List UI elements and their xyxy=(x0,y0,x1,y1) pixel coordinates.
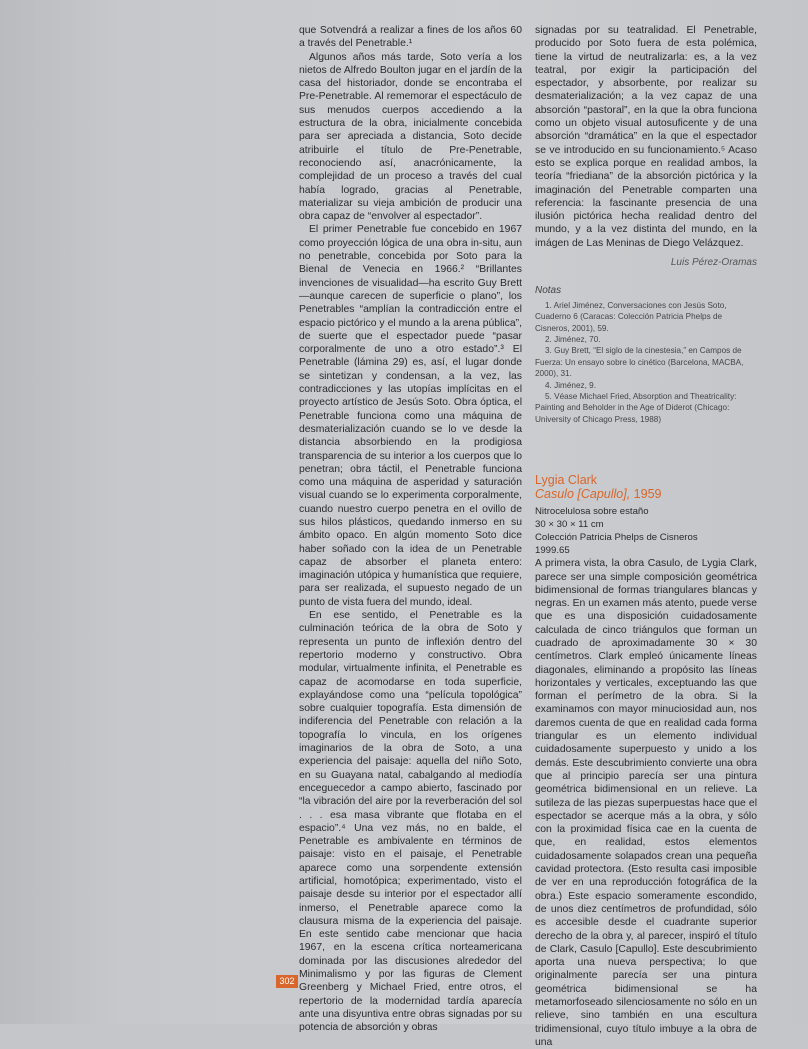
note-item: 4. Jiménez, 9. xyxy=(545,380,596,390)
paragraph: signadas por su teatralidad. El Penetrable, producido por Soto fuera de esta polémica, tiene la virtud de neutralizarla: es, a la vez teatral, por exigir la participación del espectador, y absorbente, por realizar su desmaterialización; a la vez capaz de una absorción “pastoral”, en la que la obra funciona como un objeto visual autosuficente y de una absorción “dramática” en la que el espectador se ve introducido en su funcionamiento.⁵ Acaso esto se explica porque en realidad ambos, la teoría “friediana” de la absorción pictórica y la imaginación del Penetrable comparten una referencia: la fascinante presencia de una ilusión pictórica hecha realidad dentro del mundo, y a la vez distinta del mundo, en la imágen de Las Meninas de Diego Velázquez. xyxy=(535,25,757,249)
artwork-collection: Colección Patricia Phelps de Cisneros xyxy=(535,532,698,544)
author-signature: Luis Pérez-Oramas xyxy=(670,257,757,269)
paragraph: que Sotvendrá a realizar a fines de los años 60 a través del Penetrable.¹ xyxy=(299,25,522,50)
page-number: 302 xyxy=(276,975,298,988)
paragraph: Algunos años más tarde, Soto vería a los nietos de Alfredo Boulton jugar en el jardín de la casa del historiador, donde se encontraba el Pre-Penetrable. Al rememorar el espectáculo de sus menudos cuerpos accediendo a la estructura de la obra, inicialmente concebida para ser apreciada a distancia, Soto decide atribuirle el título de Pre-Penetrable, reconociendo así, anacrónicamente, la complejidad de un proceso a través del cual había logrado, gracias al Penetrable, materializar su vieja ambición de producir una obra capaz de “envolver al espectador”. xyxy=(299,51,522,223)
artwork-dimensions: 30 × 30 × 11 cm xyxy=(535,519,604,531)
artwork-title-text: Casulo [Capullo], xyxy=(535,487,631,502)
artwork-details xyxy=(535,505,757,557)
left-column xyxy=(299,24,522,1035)
artwork-accession: 1999.65 xyxy=(535,545,570,557)
artist-name: Lygia Clark xyxy=(535,473,598,488)
artwork-year: 1959 xyxy=(630,487,662,502)
artwork-medium: Nitrocelulosa sobre estaño xyxy=(535,506,649,518)
note-item: 3. Guy Brett, “El siglo de la cinestesia,” en Campos de Fuerza: Un ensayo sobre lo cinético (Barcelona, MACBA, 2000), 31. xyxy=(535,346,744,379)
artwork-title xyxy=(535,487,757,501)
note-item: 5. Véase Michael Fried, Absorption and Theatricality: Painting and Beholder in the Age of Diderot (Chicago: University of Chicago Press, 1988) xyxy=(535,392,737,424)
paragraph: A primera vista, la obra Casulo, de Lygia Clark, parece ser una simple composición geométrica bidimensional de formas triangulares blancas y negras. En un examen más atento, puede verse que es una disposición cuidadosamente calculada de cinco triángulos que forman un cuadrado de aproximadamente 30 × 30 centímetros. Clark empleó únicamente líneas diagonales, eliminando a propósito las líneas horizontales y verticales, exceptuando las que forman el perímetro de la obra. Si la examinamos con mayor minuciosidad aun, nos daremos cuenta de que en realidad cada forma triangular es un elemento individual cuidadosamente superpuesto y unido a los demás. Este descubrimiento convierte una obra que al principio parecía ser una pintura geométrica bidimensional en un relieve. La sutileza de las piezas superpuestas hace que el espectador se acerque más a la obra, y sólo con la proximidad física cae en la cuenta de que, en realidad, estos elementos cuidadosamente solapados crean una pequeña cavidad protectora. (Esto resulta casi imposible de ver en una reproducción fotográfica de la obra.) Este espacio someramente escondido, de unos diez centímetros de profundidad, sólo es accesible desde el cuadrante superior derecho de la obra y, al parecer, inspiró el título de Clark, Casulo [Capullo]. Este descubrimiento aporta una nueva perspectiva; lo que originalmente parecía ser una pintura geométrica bidimensional se ha metamorfoseado silenciosamente no sólo en un relieve, sino también en una escultura tridimensional, cuyo título imbuye a la obra de una xyxy=(535,558,757,1048)
paragraph: En ese sentido, el Penetrable es la culminación teórica de la obra de Soto y representa un punto de inflexión dentro del repertorio moderno y constructivo. Obra modular, virtualmente infinita, el Penetrable es capaz de acomodarse en toda superficie, explayándose como una “película topológica” sobre cualquier topografía. Esta dimensión de indiferencia del Penetrable con relación a la topografía lo vincula, en los orígenes imaginarios de la obra de Soto, a una experiencia del paisaje: aquella del niño Soto, en su Guayana natal, cabalgando al mediodía enceguecedor a campo abierto, fascinado por “la vibración del aire por la reverberación del sol . . . esa masa vibrante que flotaba en el espacio”.⁴ Una vez más, no en balde, el Penetrable es ambivalente en términos de paisaje: visto en el paisaje, el Penetrable aparece como una sorpendente extensión artificial, homotópica; experimentado, visto el paisaje desde su interior por el espectador allí inmerso, el Penetrable aparece como la clausura misma de la experiencia del paisaje. En este sentido cabe mencionar que hacia 1967, en la escena crítica norteamericana dominada por las discusiones alrededor del Minimalismo y por las figuras de Clement Greenberg y Michael Fried, entre otros, el repertorio de la modernidad tardía aparecía ante una disyuntiva entre obras signadas por su potencia de absorción y obras xyxy=(299,610,522,1034)
note-item: 1. Ariel Jiménez, Conversaciones con Jesús Soto, Cuaderno 6 (Caracas: Colección Patricia Phelps de Cisneros, 2001), 59. xyxy=(535,300,727,333)
notes-section xyxy=(535,285,757,425)
right-column xyxy=(535,24,757,1049)
paragraph: El primer Penetrable fue concebido en 1967 como proyección lógica de una obra in-situ, aun no penetrable, concebida por Soto para la Bienal de Venecia en 1966.² “Brillantes invenciones de visualidad—ha escrito Guy Brett—aunque carecen de superficie o plano”, los Penetrables “amplían la contradicción entre el espacio pictórico y el mundo a la arena pública”, de suerte que el espectador puede “pasar corporalmente de uno a otro estado”.³ El Penetrable (lámina 29) es, así, el lugar donde se sintetizan y condensan, a la vez, las contradicciones y las utopías implícitas en el proyecto artístico de Jesús Soto. Obra óptica, el Penetrable funciona como una máquina de desmaterialización cuando se lo ve desde la distancia absorbiendo en la prodigiosa transparencia de su interior a los cuerpos que lo penetran; obra táctil, el Penetrable funciona como una máquina de asperidad y saturación visual cuando se lo experimenta corporalmente, cuando nuestro cuerpo penetra en el ovillo de sus hilos plásticos, quedando inmerso en su ámbito opaco. En algún momento Soto dice haber soñado con la idea de un Penetrable capaz de absorber el planeta entero: imaginación utópica y humanística que requiere, para ser realizada, el supuesto negado de un punto de vista fuera del mundo, ideal. xyxy=(299,224,522,608)
note-item: 2. Jiménez, 70. xyxy=(545,334,601,344)
notes-title: Notas xyxy=(535,285,562,297)
